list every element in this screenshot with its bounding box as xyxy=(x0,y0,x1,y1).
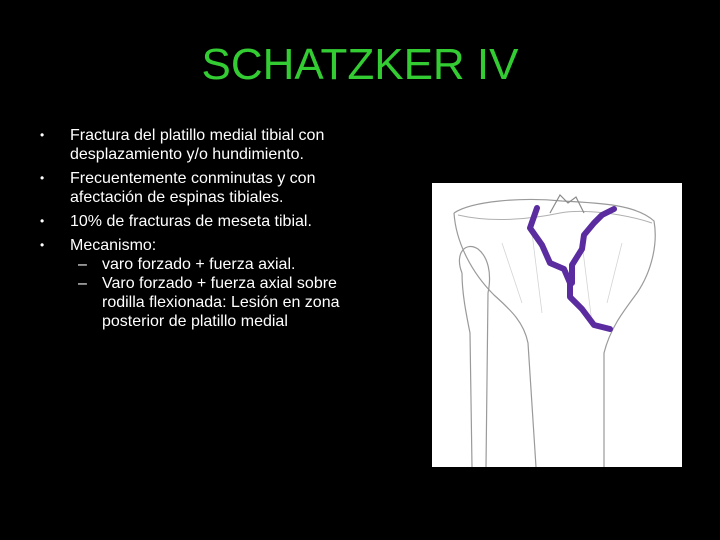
tibia-fracture-sketch-icon xyxy=(432,183,682,467)
dash-glyph: – xyxy=(78,256,87,273)
bullet-item xyxy=(40,126,370,164)
sub-bullet-item xyxy=(70,255,370,274)
bullet-glyph: • xyxy=(40,238,45,252)
bullet-text: Fractura del platillo medial tibial con desplazamiento y/o hundimiento. xyxy=(70,127,325,163)
bullet-glyph: • xyxy=(40,128,45,142)
bullet-item xyxy=(40,236,370,331)
bullet-text: Frecuentemente conminutas y con afectación de espinas tibiales. xyxy=(70,170,316,206)
bullet-list xyxy=(40,126,370,336)
sub-bullet-list xyxy=(70,255,370,331)
sub-bullet-item xyxy=(70,274,370,331)
dash-glyph: – xyxy=(78,275,87,292)
bullet-item xyxy=(40,169,370,207)
bullet-text: 10% de fracturas de meseta tibial. xyxy=(70,213,312,230)
tibia-fracture-figure xyxy=(432,183,682,467)
bullet-glyph: • xyxy=(40,171,45,185)
bullet-glyph: • xyxy=(40,214,45,228)
bullet-item xyxy=(40,212,370,231)
slide-title: SCHATZKER IV xyxy=(201,40,519,89)
bullet-text: Mecanismo: xyxy=(70,237,157,254)
sub-bullet-text: Varo forzado + fuerza axial sobre rodilla flexionada: Lesión en zona posterior de platillo medial xyxy=(102,275,340,330)
sub-bullet-text: varo forzado + fuerza axial. xyxy=(102,256,296,273)
